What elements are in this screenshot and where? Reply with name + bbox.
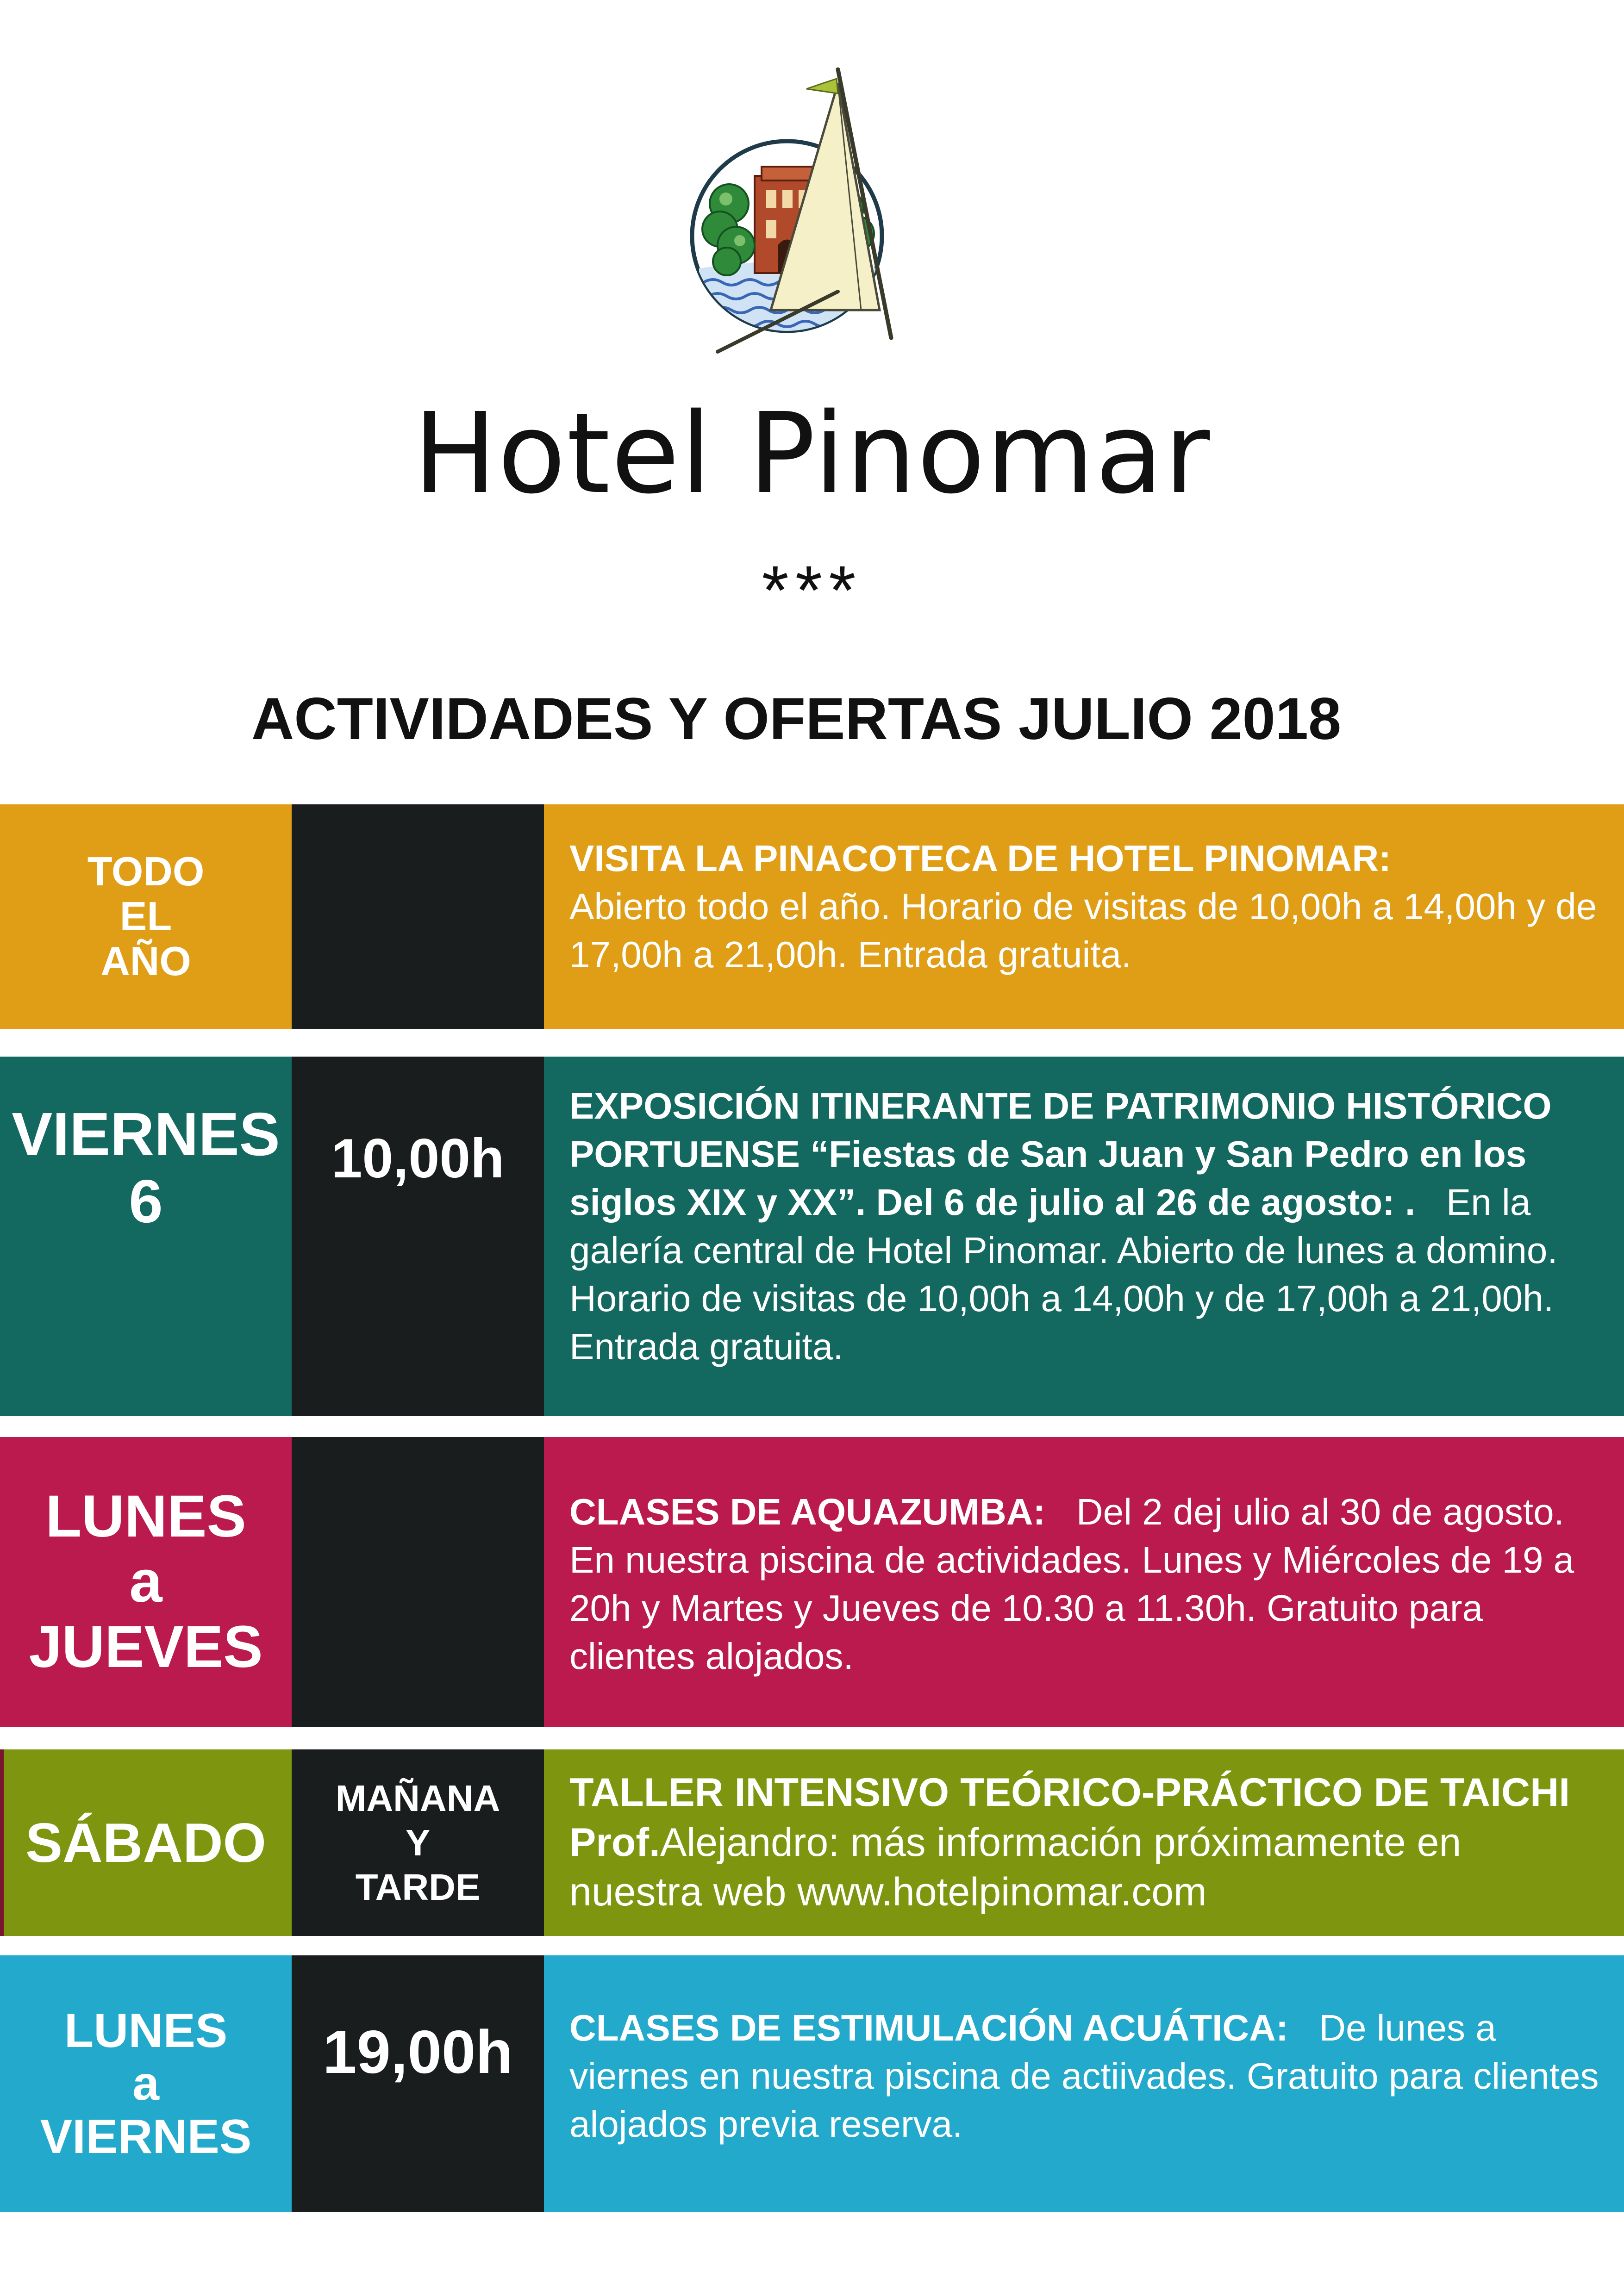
activity-description: [544, 804, 1624, 1029]
activity-day: [0, 804, 292, 1029]
activity-time: [292, 804, 544, 1029]
activity-title: EXPOSICIÓN ITINERANTE DE PATRIMONIO HISTÓRICO PORTUENSE “Fiestas de San Juan y San Pedro en los siglos XIX y XX”. Del 6 de julio al 26 de agosto: .: [569, 1085, 1552, 1223]
activity-text: Del 2 dej ulio al 30 de agosto. En nuestra piscina de actividades. Lunes y Miércoles de 19 a 20h y Martes y Jueves de 10.30 a 11.30h. Gratuito para clientes alojados.: [569, 1491, 1574, 1677]
row-edge-accent: [0, 1749, 4, 1936]
activity-time: [292, 1437, 544, 1727]
activity-title: CLASES DE ESTIMULACIÓN ACUÁTICA:: [569, 2007, 1288, 2048]
activity-row-pinacoteca: [0, 804, 1624, 1029]
time-line: 10,00h: [331, 1127, 505, 1189]
day-line: 6: [129, 1167, 163, 1236]
day-line: SÁBADO: [25, 1811, 267, 1874]
activity-row-aquazumba: [0, 1437, 1624, 1727]
day-line: LUNES: [64, 2004, 228, 2058]
day-line: a: [132, 2057, 159, 2111]
activity-description: [544, 1057, 1624, 1416]
hotel-name-title: Hotel Pinomar: [413, 389, 1211, 518]
activity-day: [0, 1955, 292, 2212]
activity-description: [544, 1437, 1624, 1727]
activity-day: [0, 1057, 292, 1416]
activity-time: [292, 1749, 544, 1936]
day-line: EL: [119, 893, 172, 940]
page-subtitle: ACTIVIDADES Y OFERTAS JULIO 2018: [251, 686, 1342, 752]
activity-time: [292, 1057, 544, 1416]
day-line: VIERNES: [12, 1100, 280, 1168]
day-line: TODO: [87, 848, 205, 895]
time-line: TARDE: [355, 1866, 481, 1908]
activity-title: TALLER INTENSIVO TEÓRICO-PRÁCTICO DE TAICHI Prof.: [569, 1770, 1570, 1865]
day-line: LUNES: [45, 1483, 246, 1550]
time-line: Y: [405, 1822, 431, 1863]
activity-row-taichi: [0, 1749, 1624, 1936]
day-line: AÑO: [100, 938, 191, 984]
activity-description: [544, 1955, 1624, 2212]
star-rating: ***: [762, 551, 862, 629]
day-line: a: [129, 1549, 162, 1615]
activity-row-exposicion: [0, 1057, 1624, 1416]
activity-description: [544, 1749, 1624, 1936]
activity-text: Alejandro: más información próximamente en nuestra web www.hotelpinomar.com: [569, 1820, 1462, 1914]
activity-time: [292, 1955, 544, 2212]
activity-row-estimulacion: [0, 1955, 1624, 2212]
day-line: VIERNES: [40, 2109, 252, 2164]
activity-text: En la galería central de Hotel Pinomar. Abierto de lunes a domino. Horario de visitas de 10,00h a 14,00h y de 17,00h a 21,00h. Entrada gratuita.: [569, 1182, 1558, 1367]
activity-text: De lunes a viernes en nuestra piscina de actiivades. Gratuito para clientes alojados previa reserva.: [569, 2007, 1599, 2145]
hotel-logo: [685, 51, 926, 356]
day-line: JUEVES: [29, 1613, 263, 1680]
activity-day: [0, 1437, 292, 1727]
time-line: 19,00h: [323, 2018, 513, 2086]
activity-day: [0, 1749, 292, 1936]
activity-text: Abierto todo el año. Horario de visitas de 10,00h a 14,00h y de 17,00h a 21,00h. Entrada gratuita.: [569, 886, 1597, 975]
activity-title: CLASES DE AQUAZUMBA:: [569, 1491, 1046, 1532]
time-line: MAÑANA: [335, 1777, 500, 1819]
activity-title: VISITA LA PINACOTECA DE HOTEL PINOMAR:: [569, 838, 1391, 879]
